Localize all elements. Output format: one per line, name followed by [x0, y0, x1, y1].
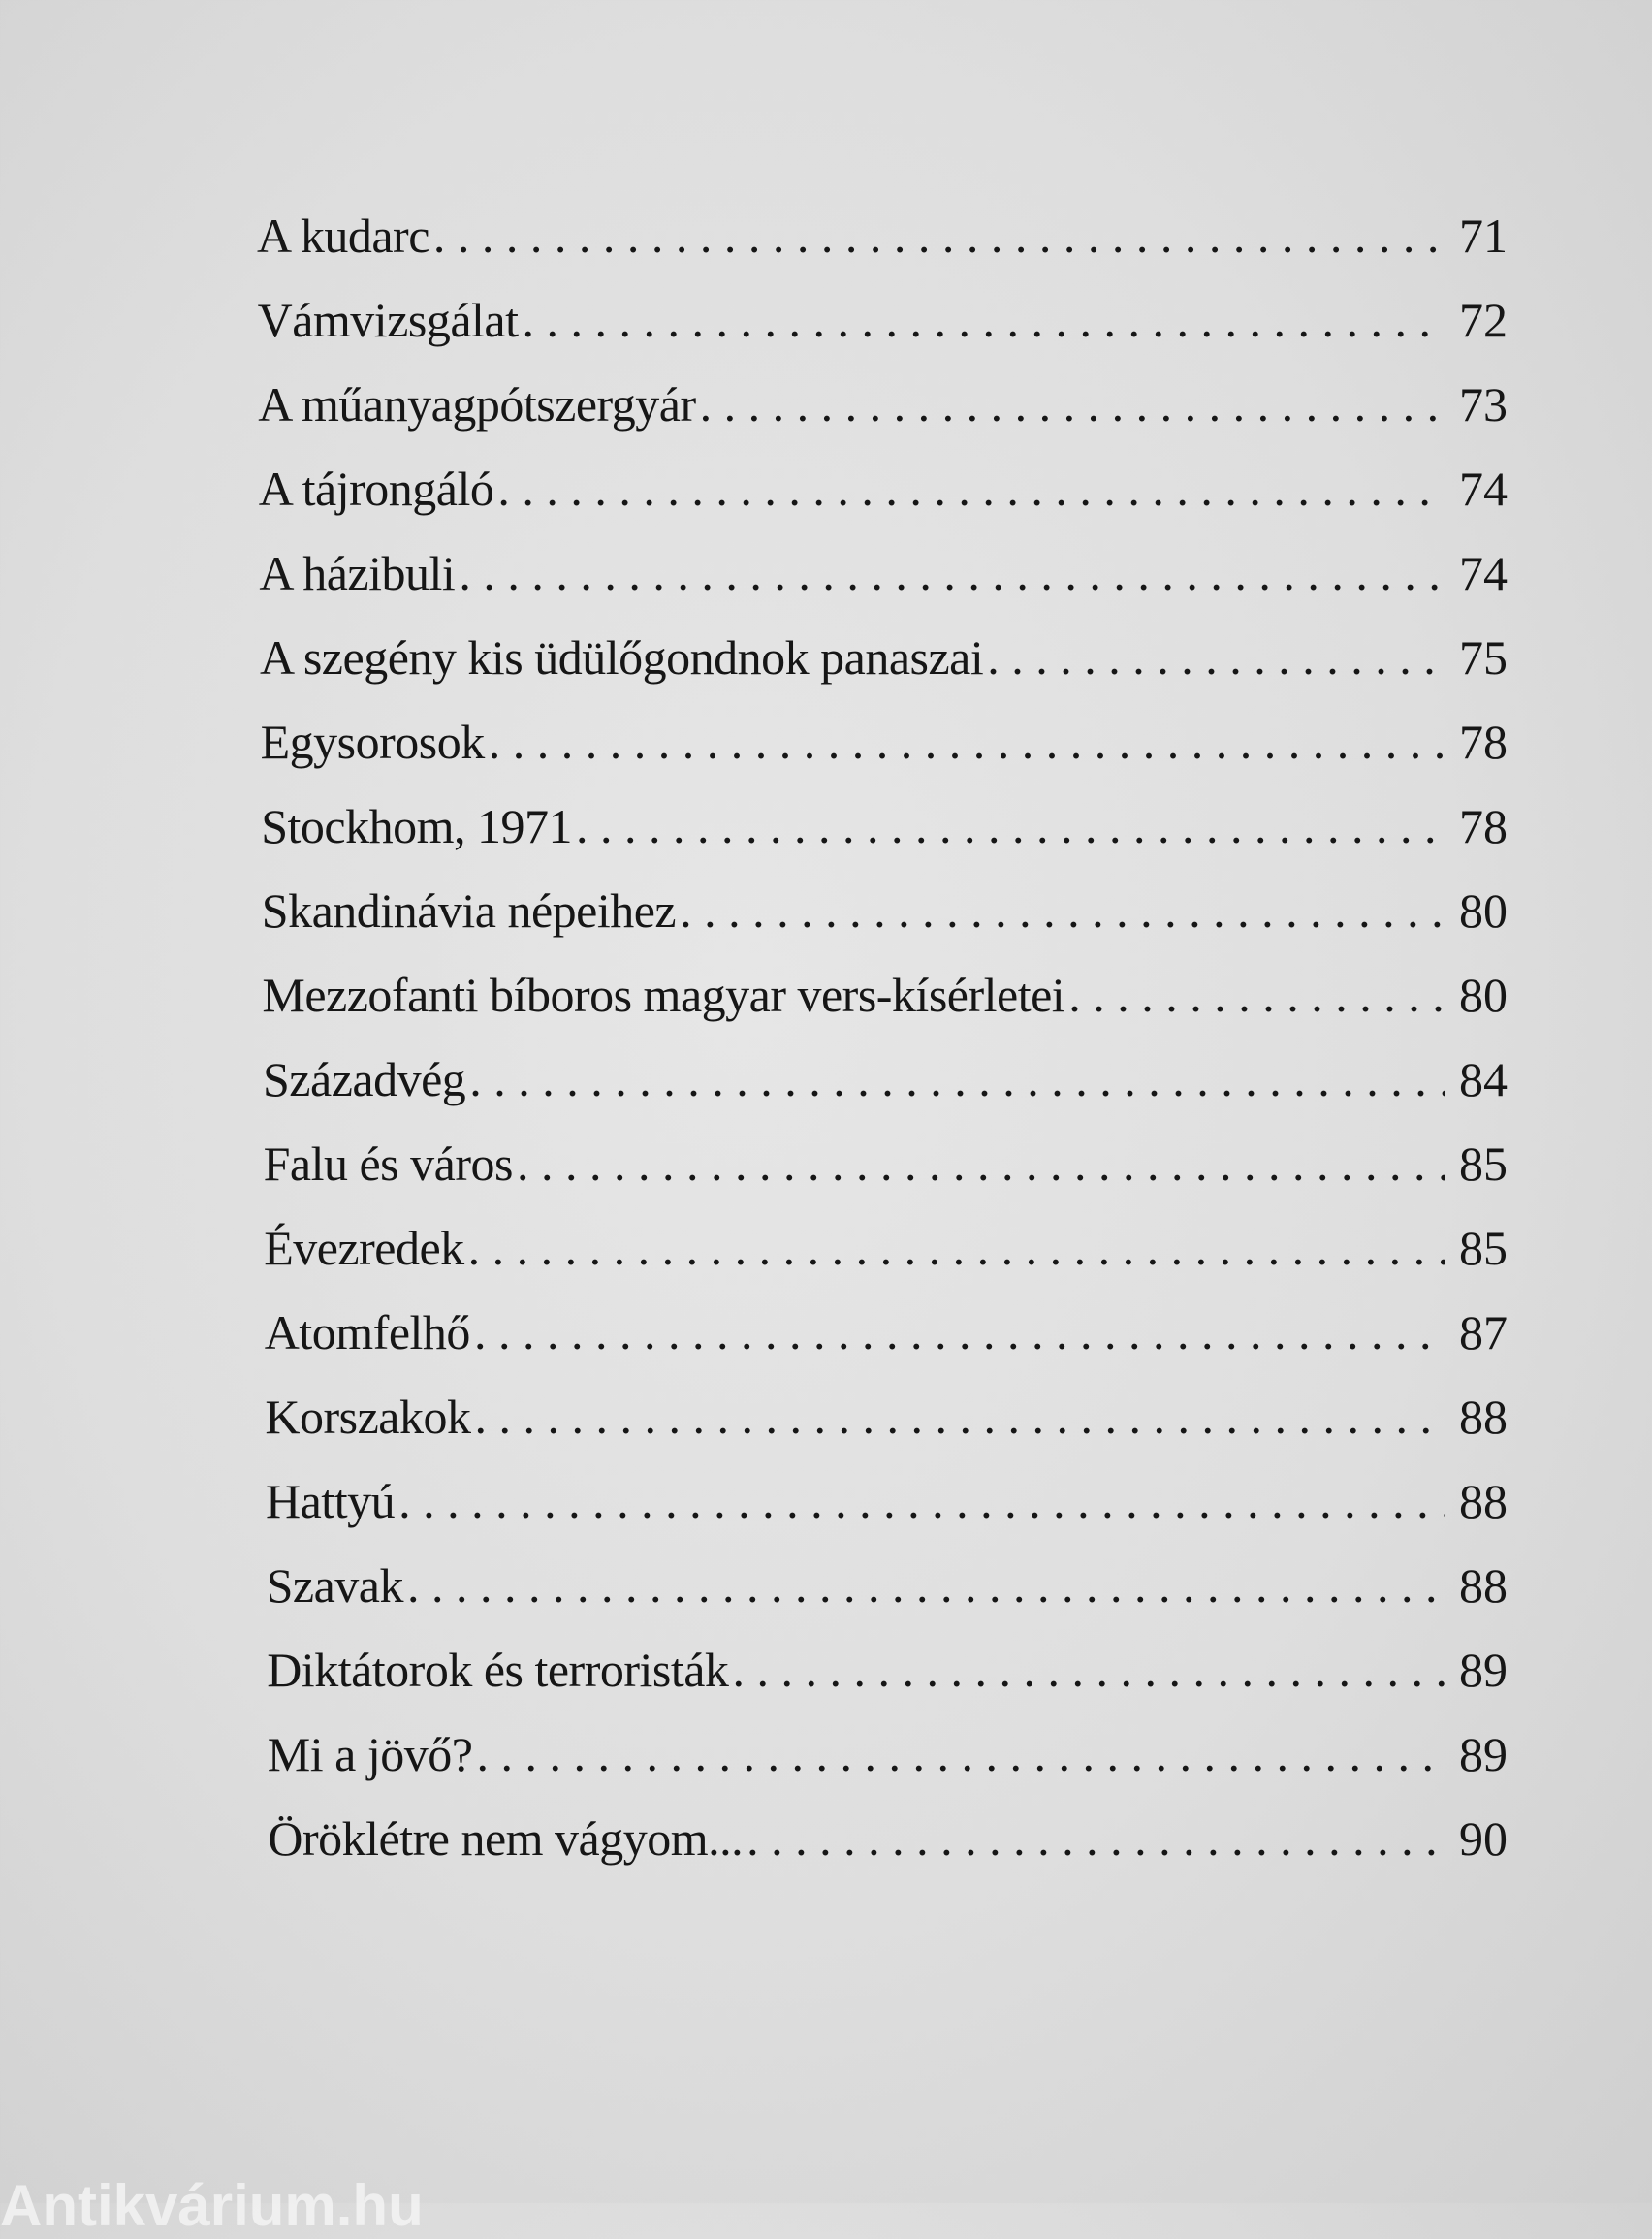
toc-entry-page: 78	[1459, 715, 1508, 769]
watermark: Antikvárium.hu	[0, 2173, 424, 2238]
toc-entry-page: 75	[1459, 630, 1508, 685]
toc-entry-page: 89	[1459, 1727, 1508, 1781]
toc-entry	[257, 194, 1508, 278]
toc-entry	[259, 447, 1508, 531]
dot-leader	[732, 1628, 1446, 1712]
dot-leader	[747, 1797, 1446, 1881]
toc-entry-title: Atomfelhő	[264, 1305, 470, 1359]
toc-entry-title: Hattyú	[266, 1474, 396, 1528]
toc-entry-title: Stockhom, 1971	[261, 799, 572, 853]
toc-entry-page: 90	[1459, 1811, 1508, 1866]
dot-leader	[497, 447, 1446, 531]
dot-leader	[517, 1122, 1446, 1206]
toc-entry	[267, 1544, 1508, 1628]
dot-leader	[407, 1544, 1446, 1628]
toc-entry	[261, 784, 1508, 869]
toc-entry	[259, 531, 1508, 616]
toc-entry	[268, 1797, 1508, 1881]
toc-entry-page: 74	[1459, 462, 1508, 516]
toc-entry	[268, 1712, 1508, 1797]
toc-entry-page: 88	[1459, 1474, 1508, 1528]
toc-entry-title: Diktátorok és terroristák	[267, 1643, 729, 1697]
toc-entry	[266, 1459, 1508, 1544]
toc-entry-page: 78	[1459, 799, 1508, 853]
dot-leader	[680, 869, 1446, 953]
toc-entry-title: Szavak	[266, 1558, 403, 1613]
toc-entry-title: A szegény kis üdülőgondnok panaszai	[260, 630, 984, 685]
toc-entry	[260, 616, 1508, 700]
toc-entry-page: 85	[1459, 1136, 1508, 1191]
toc-entry	[262, 869, 1508, 953]
toc-entry	[258, 363, 1508, 447]
toc-entry-title: Mi a jövő?	[267, 1727, 473, 1781]
toc-entry-title: Mezzofanti bíboros magyar vers-kísérletei	[262, 968, 1065, 1022]
dot-leader	[1068, 953, 1446, 1038]
dot-leader	[475, 1375, 1446, 1459]
toc-entry	[265, 1375, 1508, 1459]
dot-leader	[987, 616, 1446, 700]
dot-leader	[433, 194, 1446, 278]
dot-leader	[700, 363, 1446, 447]
toc-entry	[261, 700, 1508, 784]
toc-entry-page: 74	[1459, 546, 1508, 600]
toc-entry	[258, 278, 1508, 363]
dot-leader	[576, 784, 1446, 869]
toc-entry-page: 88	[1459, 1558, 1508, 1613]
dot-leader	[459, 531, 1446, 616]
dot-leader	[469, 1038, 1446, 1122]
toc-entry-title: A műanyagpótszergyár	[258, 377, 696, 432]
toc-entry-title: Vámvizsgálat	[257, 293, 519, 347]
table-of-contents	[257, 194, 1508, 1881]
toc-entry	[264, 1122, 1508, 1206]
toc-entry	[267, 1628, 1508, 1712]
toc-entry-title: A kudarc	[257, 208, 429, 263]
toc-entry-title: Egysorosok	[260, 715, 485, 769]
dot-leader	[476, 1712, 1446, 1797]
toc-entry-title: Öröklétre nem vágyom...	[268, 1811, 744, 1866]
dot-leader	[523, 278, 1446, 363]
toc-entry-page: 80	[1459, 968, 1508, 1022]
toc-entry-title: Falu és város	[263, 1136, 513, 1191]
toc-entry-title: Skandinávia népeihez	[261, 883, 677, 938]
toc-entry	[262, 953, 1508, 1038]
toc-entry-title: A tájrongáló	[258, 462, 494, 516]
toc-entry-page: 71	[1459, 208, 1508, 263]
dot-leader	[474, 1291, 1446, 1375]
toc-entry-title: Korszakok	[265, 1390, 471, 1444]
toc-entry-page: 87	[1459, 1305, 1508, 1359]
toc-entry-page: 80	[1459, 883, 1508, 938]
toc-entry-page: 84	[1459, 1052, 1508, 1106]
toc-entry-title: A házibuli	[259, 546, 456, 600]
toc-entry	[263, 1038, 1508, 1122]
toc-entry-page: 85	[1459, 1221, 1508, 1275]
toc-entry-page: 72	[1459, 293, 1508, 347]
toc-entry	[265, 1291, 1508, 1375]
toc-entry-page: 89	[1459, 1643, 1508, 1697]
toc-entry-title: Századvég	[263, 1052, 466, 1106]
dot-leader	[489, 700, 1446, 784]
dot-leader	[398, 1459, 1446, 1544]
toc-entry	[264, 1206, 1508, 1291]
dot-leader	[468, 1206, 1446, 1291]
toc-entry-page: 88	[1459, 1390, 1508, 1444]
toc-entry-title: Évezredek	[264, 1221, 464, 1275]
toc-entry-page: 73	[1459, 377, 1508, 432]
